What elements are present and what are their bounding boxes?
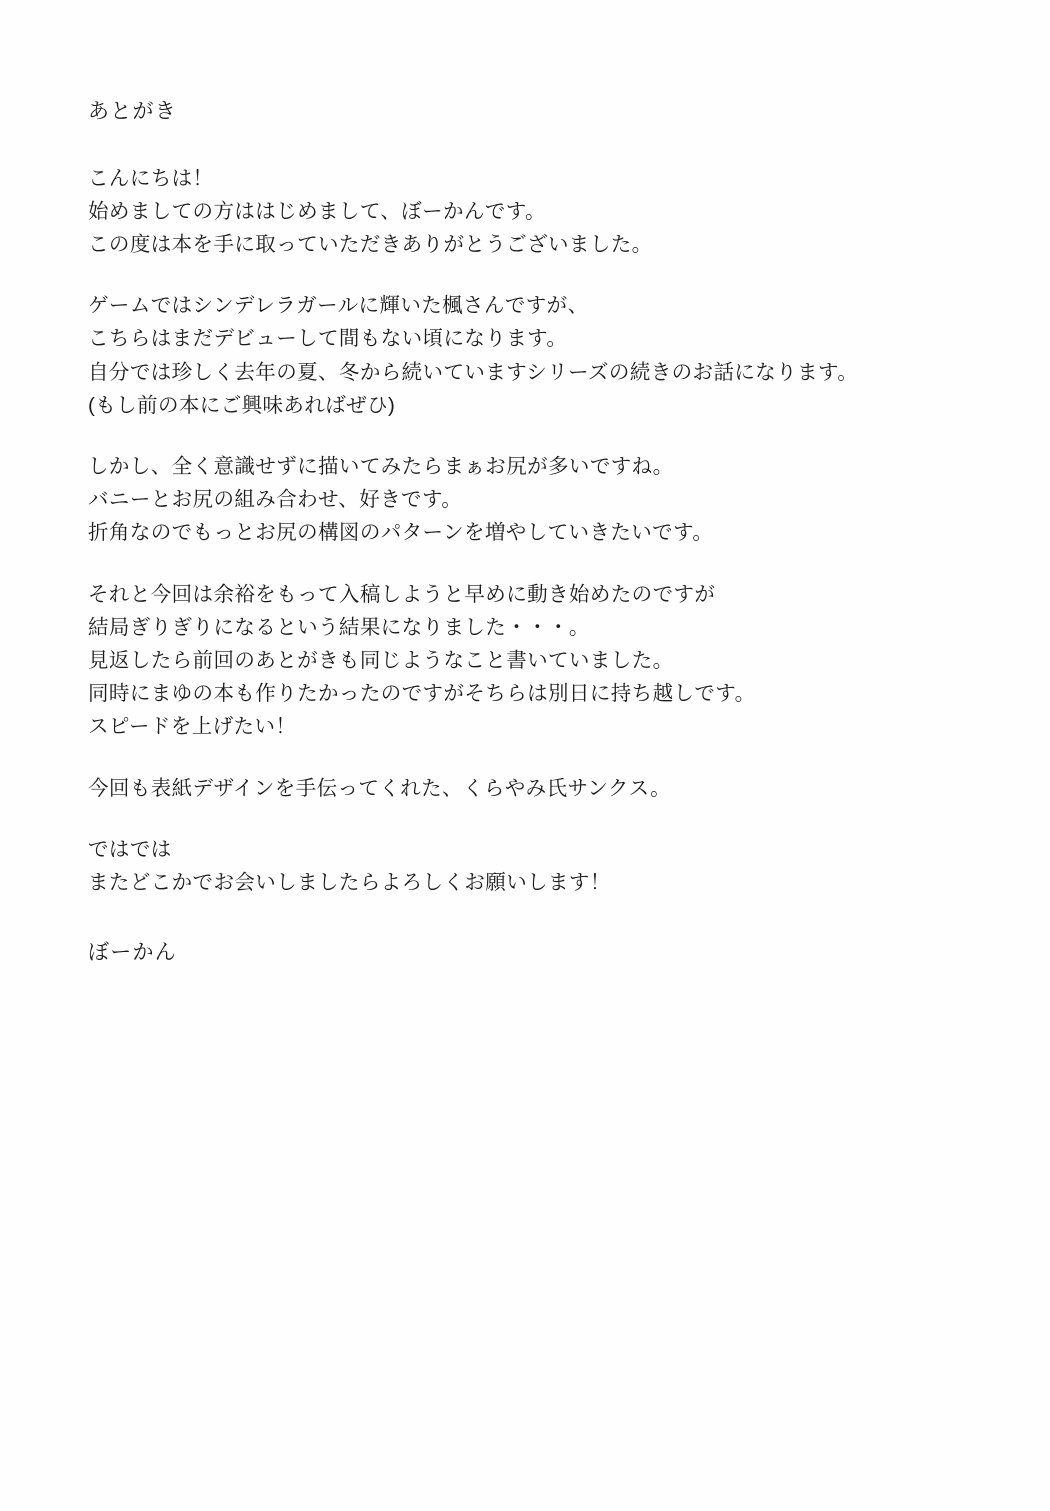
afterword-content <box>88 96 968 969</box>
afterword-body <box>88 162 968 900</box>
paragraph <box>88 450 968 550</box>
text-line: ではでは <box>88 837 172 861</box>
paragraph <box>88 162 968 262</box>
text-line: 折角なのでもっとお尻の構図のパターンを増やしていきたいです。 <box>88 521 714 545</box>
text-line: それと今回は余裕をもって入稿しようと早めに動き始めたのですが <box>88 582 716 606</box>
text-line: 始めましての方ははじめまして、ぼーかんです。 <box>88 199 546 223</box>
text-line: こちらはまだデビューして間もない頃になります。 <box>88 327 568 351</box>
text-line: この度は本を手に取っていただきありがとうございました。 <box>88 232 653 256</box>
text-line: 自分では珍しく去年の夏、冬から続いていますシリーズの続きのお話になります。 <box>88 360 859 384</box>
text-line: スピードを上げたい！ <box>88 715 297 739</box>
text-line: 結局ぎりぎりになるという結果になりました・・・。 <box>88 615 590 639</box>
text-line: しかし、全く意識せずに描いてみたらまぁお尻が多いですね。 <box>88 454 674 478</box>
paragraph <box>88 289 968 422</box>
text-line: (もし前の本にご興味あればぜひ) <box>88 393 396 417</box>
text-line: ゲームではシンデレラガールに輝いた楓さんですが、 <box>88 294 589 318</box>
text-line: こんにちは！ <box>88 166 214 190</box>
paragraph <box>88 833 968 899</box>
author-signature: ぼーかん <box>88 941 178 965</box>
text-line: 見返したら前回のあとがきも同じようなこと書いていました。 <box>88 648 674 672</box>
text-line: バニーとお尻の組み合わせ、好きです。 <box>88 488 463 512</box>
paragraph <box>88 772 968 805</box>
page-bottom-edge <box>0 1505 1050 1511</box>
text-line: 今回も表紙デザインを手伝ってくれた、くらやみ氏サンクス。 <box>88 776 672 800</box>
text-line: またどこかでお会いしましたらよろしくお願いします！ <box>88 870 611 894</box>
page-title: あとがき <box>88 100 178 123</box>
text-line: 同時にまゆの本も作りたかったのですがそちらは別日に持ち越しです。 <box>88 682 756 706</box>
paragraph <box>88 578 968 744</box>
